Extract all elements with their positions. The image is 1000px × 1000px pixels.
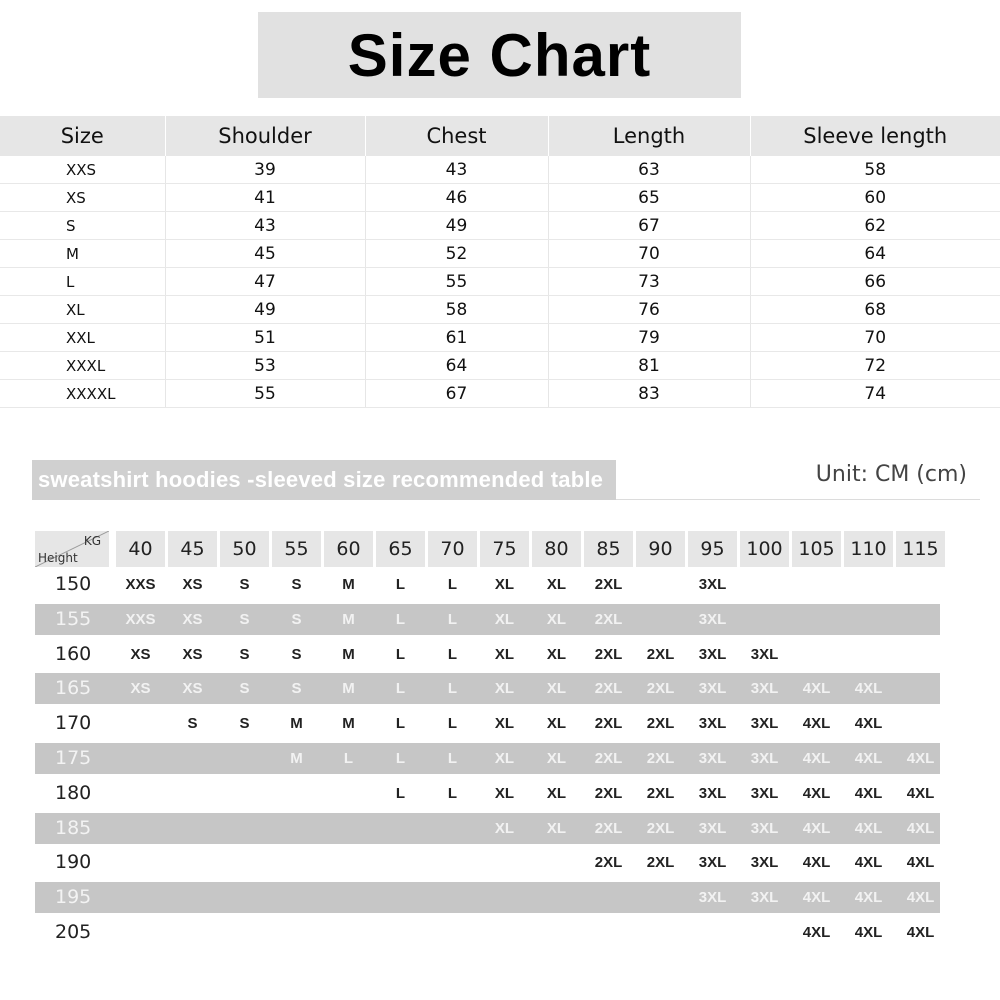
weight-header-cell: 60: [324, 531, 373, 567]
height-label: 165: [55, 677, 92, 699]
size-recommend-cell: S: [291, 646, 302, 663]
weight-header-cell: 50: [220, 531, 269, 567]
weight-header-cell: 40: [116, 531, 165, 567]
size-recommend-cell: 2XL: [646, 854, 675, 871]
chest-cell: 43: [365, 156, 548, 184]
size-recommend-cell: L: [395, 646, 406, 663]
weight-header-cell: 95: [688, 531, 737, 567]
size-recommend-cell: 4XL: [854, 854, 883, 871]
size-recommend-cell: 2XL: [594, 854, 623, 871]
size-recommend-cell: 2XL: [646, 750, 675, 767]
sleeve-length-cell: 58: [750, 156, 1000, 184]
size-recommend-cell: L: [395, 715, 406, 732]
chest-cell: 52: [365, 240, 548, 268]
size-recommend-cell: M: [342, 646, 355, 663]
shoulder-cell: 53: [165, 352, 365, 380]
size-recommend-cell: XL: [494, 646, 515, 663]
size-cell: XS: [0, 184, 165, 212]
header-length: Length: [548, 116, 750, 156]
length-cell: 81: [548, 352, 750, 380]
length-cell: 65: [548, 184, 750, 212]
height-label: 175: [55, 747, 92, 769]
size-recommend-cell: XL: [546, 785, 567, 802]
size-recommend-cell: 4XL: [854, 889, 883, 906]
size-recommend-cell: M: [342, 680, 355, 697]
size-recommend-cell: XL: [546, 576, 567, 593]
size-recommend-cell: 3XL: [750, 646, 779, 663]
weight-header-cell: 65: [376, 531, 425, 567]
size-recommend-cell: 4XL: [802, 785, 831, 802]
size-recommend-cell: XS: [130, 680, 151, 697]
size-recommend-cell: 4XL: [854, 924, 883, 941]
length-cell: 76: [548, 296, 750, 324]
weight-header-cell: 105: [792, 531, 841, 567]
size-cell: XL: [0, 296, 165, 324]
header-sleeve-length: Sleeve length: [750, 116, 1000, 156]
size-recommend-cell: L: [447, 785, 458, 802]
size-recommend-cell: XXS: [125, 576, 156, 593]
chest-cell: 46: [365, 184, 548, 212]
size-recommend-cell: XS: [182, 646, 203, 663]
size-recommend-cell: 3XL: [698, 576, 727, 593]
size-recommend-cell: M: [342, 611, 355, 628]
weight-header-cell: 45: [168, 531, 217, 567]
length-cell: 67: [548, 212, 750, 240]
height-label: 195: [55, 886, 92, 908]
size-recommend-cell: XL: [546, 646, 567, 663]
sleeve-length-cell: 62: [750, 212, 1000, 240]
size-recommend-cell: 3XL: [698, 785, 727, 802]
page-title: Size Chart: [347, 21, 652, 89]
weight-header-cell: 115: [896, 531, 945, 567]
size-recommend-cell: 3XL: [698, 820, 727, 837]
size-recommend-cell: XS: [182, 611, 203, 628]
size-recommend-cell: 3XL: [698, 646, 727, 663]
weight-header-cell: 55: [272, 531, 321, 567]
chest-cell: 58: [365, 296, 548, 324]
size-recommend-cell: 4XL: [854, 785, 883, 802]
weight-header-cell: 100: [740, 531, 789, 567]
size-recommend-cell: XS: [182, 576, 203, 593]
size-recommend-cell: 3XL: [698, 715, 727, 732]
size-cell: XXXXL: [0, 380, 165, 408]
size-recommend-cell: 2XL: [594, 820, 623, 837]
size-recommend-cell: 4XL: [802, 820, 831, 837]
shoulder-cell: 41: [165, 184, 365, 212]
shoulder-cell: 45: [165, 240, 365, 268]
size-cell: XXL: [0, 324, 165, 352]
size-recommend-cell: XL: [494, 576, 515, 593]
unit-label: Unit: CM (cm): [815, 462, 967, 487]
size-recommend-cell: 3XL: [698, 680, 727, 697]
weight-header-cell: 85: [584, 531, 633, 567]
sleeve-length-cell: 70: [750, 324, 1000, 352]
size-recommend-cell: XL: [494, 611, 515, 628]
size-recommend-cell: L: [395, 785, 406, 802]
size-recommend-cell: L: [447, 750, 458, 767]
size-recommend-cell: 4XL: [906, 854, 935, 871]
size-recommend-cell: L: [447, 611, 458, 628]
size-recommend-cell: L: [447, 715, 458, 732]
size-recommend-cell: XXS: [125, 611, 156, 628]
size-recommend-cell: 4XL: [906, 820, 935, 837]
size-recommend-cell: S: [187, 715, 198, 732]
size-recommend-cell: 2XL: [594, 680, 623, 697]
size-recommend-cell: XL: [494, 750, 515, 767]
shoulder-cell: 47: [165, 268, 365, 296]
size-recommend-cell: 2XL: [594, 715, 623, 732]
size-recommend-cell: 4XL: [854, 715, 883, 732]
size-recommend-cell: S: [291, 611, 302, 628]
sleeve-length-cell: 66: [750, 268, 1000, 296]
size-recommend-cell: 4XL: [854, 680, 883, 697]
size-recommend-cell: L: [343, 750, 354, 767]
sleeve-length-cell: 72: [750, 352, 1000, 380]
size-recommend-cell: S: [239, 680, 250, 697]
size-recommend-cell: 2XL: [646, 646, 675, 663]
size-recommend-cell: XS: [130, 646, 151, 663]
height-label: 155: [55, 608, 92, 630]
size-recommend-cell: 3XL: [750, 889, 779, 906]
size-recommend-cell: XL: [546, 820, 567, 837]
size-recommend-cell: 3XL: [750, 785, 779, 802]
size-recommend-cell: 2XL: [594, 611, 623, 628]
shoulder-cell: 43: [165, 212, 365, 240]
size-recommend-cell: L: [447, 646, 458, 663]
chest-cell: 64: [365, 352, 548, 380]
size-recommend-cell: L: [395, 576, 406, 593]
height-label: 160: [55, 643, 92, 665]
size-recommend-cell: 2XL: [594, 785, 623, 802]
chest-cell: 67: [365, 380, 548, 408]
size-recommend-cell: 4XL: [906, 785, 935, 802]
chest-cell: 49: [365, 212, 548, 240]
size-recommend-cell: 4XL: [854, 750, 883, 767]
size-recommend-cell: L: [447, 576, 458, 593]
size-recommend-cell: M: [290, 750, 303, 767]
header-shoulder: Shoulder: [165, 116, 365, 156]
size-recommend-cell: 4XL: [802, 854, 831, 871]
sleeve-length-cell: 64: [750, 240, 1000, 268]
size-recommend-cell: 4XL: [854, 820, 883, 837]
size-recommend-cell: L: [395, 680, 406, 697]
size-recommend-cell: 3XL: [698, 611, 727, 628]
size-recommend-cell: 3XL: [698, 750, 727, 767]
height-label: 185: [55, 817, 92, 839]
size-recommend-cell: 4XL: [802, 750, 831, 767]
size-recommend-cell: 4XL: [906, 924, 935, 941]
size-recommend-cell: L: [395, 750, 406, 767]
weight-header-cell: 80: [532, 531, 581, 567]
length-cell: 63: [548, 156, 750, 184]
length-cell: 70: [548, 240, 750, 268]
size-recommend-cell: S: [239, 715, 250, 732]
size-recommend-cell: 2XL: [594, 576, 623, 593]
size-recommend-cell: XL: [494, 715, 515, 732]
shoulder-cell: 51: [165, 324, 365, 352]
chest-cell: 61: [365, 324, 548, 352]
weight-header-cell: 75: [480, 531, 529, 567]
size-recommend-cell: 4XL: [802, 924, 831, 941]
length-cell: 83: [548, 380, 750, 408]
size-recommend-cell: M: [342, 715, 355, 732]
size-recommend-cell: S: [239, 646, 250, 663]
size-recommend-cell: S: [291, 680, 302, 697]
size-recommend-cell: 4XL: [802, 889, 831, 906]
size-recommend-cell: 3XL: [698, 889, 727, 906]
size-recommend-cell: XL: [546, 680, 567, 697]
size-recommend-cell: 4XL: [802, 715, 831, 732]
weight-header-cell: 110: [844, 531, 893, 567]
corner-header-cell: [35, 531, 109, 567]
size-cell: L: [0, 268, 165, 296]
length-cell: 79: [548, 324, 750, 352]
size-recommend-cell: L: [395, 611, 406, 628]
size-recommend-cell: M: [290, 715, 303, 732]
size-recommend-cell: 3XL: [750, 854, 779, 871]
recommend-table-title: sweatshirt hoodies -sleeved size recommended table: [38, 467, 604, 492]
height-label: 150: [55, 573, 92, 595]
size-recommend-cell: XL: [494, 680, 515, 697]
size-cell: M: [0, 240, 165, 268]
size-recommend-cell: XL: [546, 611, 567, 628]
shoulder-cell: 39: [165, 156, 365, 184]
shoulder-cell: 49: [165, 296, 365, 324]
size-recommend-cell: 4XL: [802, 680, 831, 697]
size-recommend-cell: 2XL: [646, 715, 675, 732]
height-label: 180: [55, 782, 92, 804]
size-recommend-cell: 4XL: [906, 889, 935, 906]
size-recommend-cell: 3XL: [750, 750, 779, 767]
shoulder-cell: 55: [165, 380, 365, 408]
height-label: 170: [55, 712, 92, 734]
size-recommend-cell: XL: [546, 750, 567, 767]
corner-kg-label: KG: [83, 534, 101, 548]
size-recommend-cell: 2XL: [594, 750, 623, 767]
corner-height-label: Height: [38, 551, 78, 565]
sleeve-length-cell: 74: [750, 380, 1000, 408]
size-recommend-cell: L: [447, 680, 458, 697]
size-recommend-cell: XL: [494, 785, 515, 802]
sleeve-length-cell: 68: [750, 296, 1000, 324]
size-recommend-cell: XS: [182, 680, 203, 697]
size-recommend-cell: 3XL: [750, 680, 779, 697]
size-recommend-cell: 3XL: [750, 715, 779, 732]
size-recommend-cell: S: [239, 611, 250, 628]
weight-header-cell: 70: [428, 531, 477, 567]
header-chest: Chest: [365, 116, 548, 156]
size-cell: XXS: [0, 156, 165, 184]
size-recommend-cell: S: [291, 576, 302, 593]
size-recommend-cell: XL: [546, 715, 567, 732]
chest-cell: 55: [365, 268, 548, 296]
header-size: Size: [0, 116, 165, 156]
size-recommend-cell: 4XL: [906, 750, 935, 767]
sleeve-length-cell: 60: [750, 184, 1000, 212]
size-recommend-cell: 3XL: [698, 854, 727, 871]
size-recommend-cell: 3XL: [750, 820, 779, 837]
size-recommend-cell: 2XL: [594, 646, 623, 663]
size-recommend-cell: XL: [494, 820, 515, 837]
size-recommend-cell: 2XL: [646, 785, 675, 802]
size-recommend-cell: S: [239, 576, 250, 593]
size-recommend-cell: M: [342, 576, 355, 593]
height-label: 190: [55, 851, 92, 873]
size-recommend-cell: 2XL: [646, 820, 675, 837]
height-label: 205: [55, 921, 92, 943]
weight-header-cell: 90: [636, 531, 685, 567]
size-cell: XXXL: [0, 352, 165, 380]
size-cell: S: [0, 212, 165, 240]
length-cell: 73: [548, 268, 750, 296]
size-recommend-cell: 2XL: [646, 680, 675, 697]
